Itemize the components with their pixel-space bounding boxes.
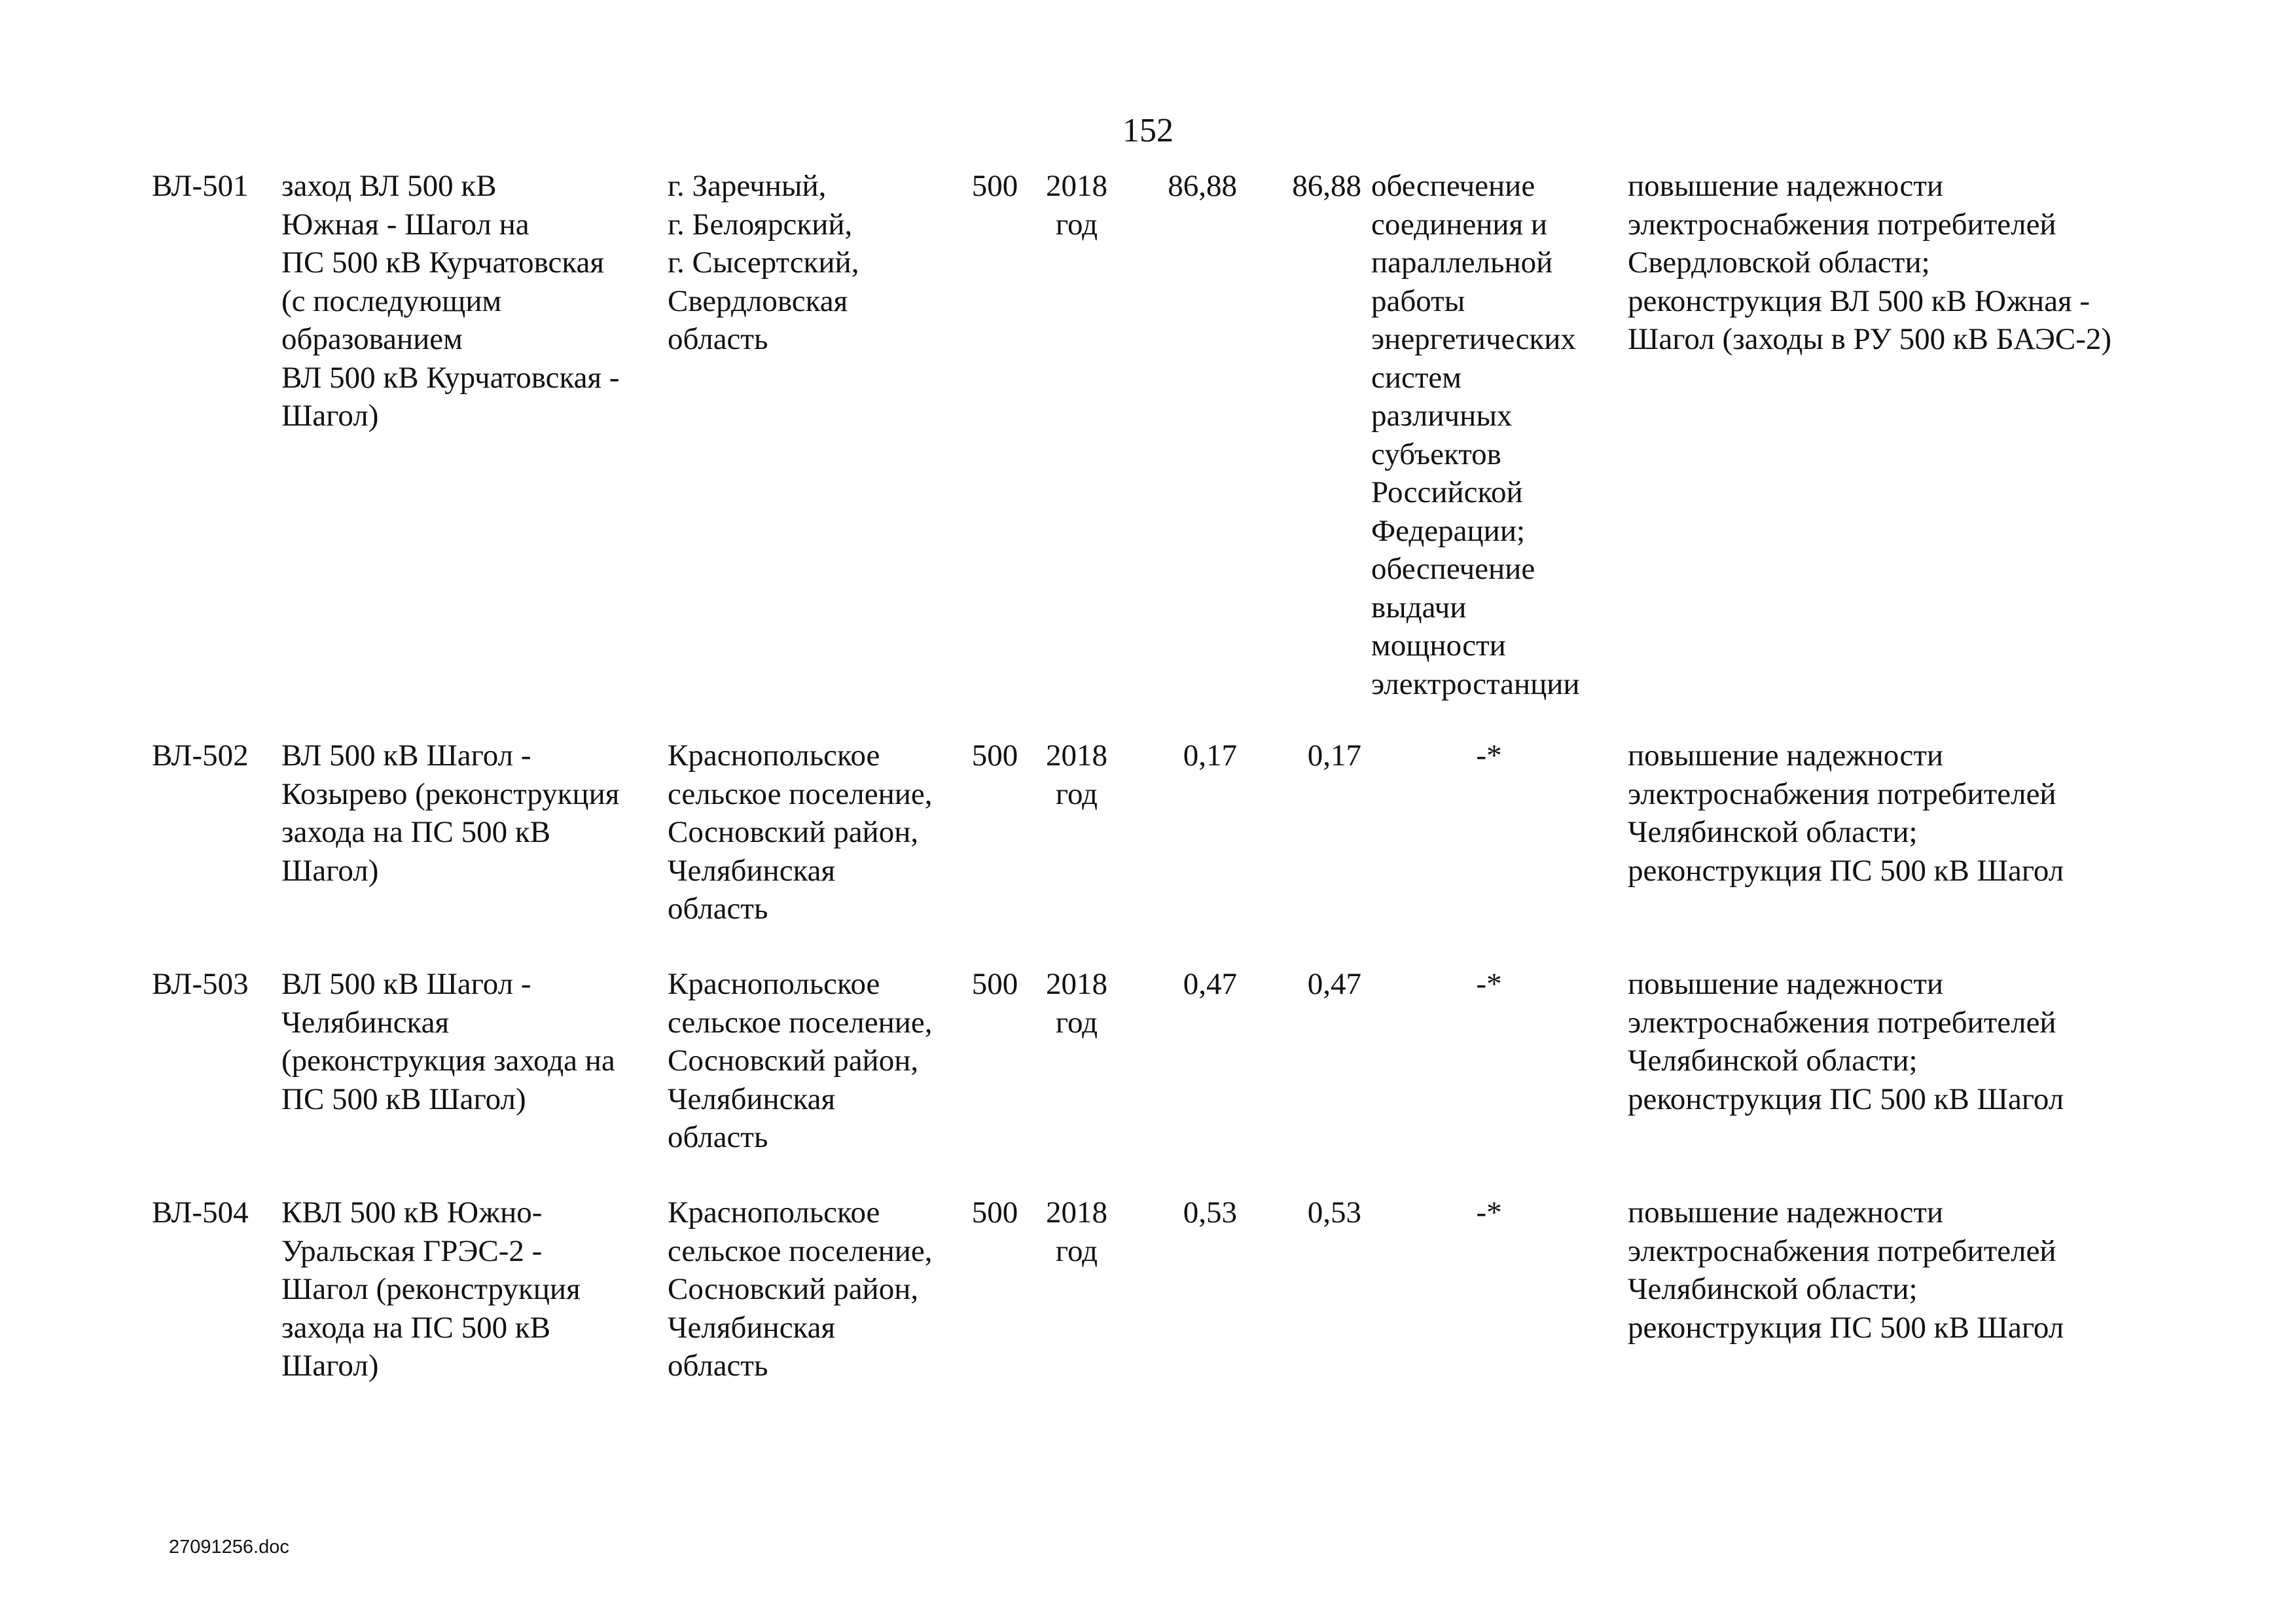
row-code: ВЛ-502	[152, 739, 249, 773]
row-voltage: 500	[971, 169, 1018, 203]
row-purpose: -*	[1476, 739, 1502, 773]
row-length-2: 0,53	[1307, 1195, 1361, 1230]
row-note: повышение надежности электроснабжения потребителей Челябинской области; реконструкция ПС 500 кВ Шагол	[1628, 1195, 2064, 1345]
row-note: повышение надежности электроснабжения потребителей Свердловской области; реконструкция ВЛ 500 кВ Южная - Шагол (заходы в РУ 500 кВ БАЭС-2)	[1628, 169, 2112, 356]
row-purpose: -*	[1476, 1195, 1502, 1230]
page-number: 152	[1122, 112, 1174, 149]
row-name: ВЛ 500 кВ Шагол - Челябинская (реконструкция захода на ПС 500 кВ Шагол)	[281, 967, 615, 1116]
row-name: КВЛ 500 кВ Южно- Уральская ГРЭС-2 - Шагол (реконструкция захода на ПС 500 кВ Шагол)	[281, 1195, 581, 1383]
row-length-1: 0,53	[1183, 1195, 1237, 1230]
row-code: ВЛ-501	[152, 169, 249, 203]
row-code: ВЛ-504	[152, 1195, 249, 1230]
row-location: Краснопольское сельское поселение, Сосновский район, Челябинская область	[668, 967, 933, 1154]
row-purpose: -*	[1476, 967, 1502, 1001]
row-length-2: 86,88	[1292, 169, 1361, 203]
row-name: заход ВЛ 500 кВ Южная - Шагол на ПС 500 кВ Курчатовская (с последующим образованием ВЛ 500 кВ Курчатовская - Шагол)	[281, 169, 620, 433]
row-note: повышение надежности электроснабжения потребителей Челябинской области; реконструкция ПС 500 кВ Шагол	[1628, 739, 2064, 888]
row-length-2: 0,47	[1307, 967, 1361, 1001]
row-year: 2018 год	[1046, 169, 1107, 242]
row-purpose: обеспечение соединения и параллельной работы энергетических систем различных субъектов Российской Федерации; обеспечение выдачи мощности электростанции	[1371, 169, 1580, 701]
row-voltage: 500	[971, 739, 1018, 773]
row-length-2: 0,17	[1307, 739, 1361, 773]
file-name-footer: 27091256.doc	[169, 1537, 289, 1558]
row-voltage: 500	[971, 967, 1018, 1001]
row-location: Краснопольское сельское поселение, Сосновский район, Челябинская область	[668, 1195, 933, 1383]
row-year: 2018 год	[1046, 739, 1107, 811]
row-location: г. Заречный, г. Белоярский, г. Сысертский, Свердловская область	[668, 169, 859, 356]
row-length-1: 0,47	[1183, 967, 1237, 1001]
row-length-1: 86,88	[1168, 169, 1237, 203]
row-year: 2018 год	[1046, 1195, 1107, 1268]
row-year: 2018 год	[1046, 967, 1107, 1040]
row-code: ВЛ-503	[152, 967, 249, 1001]
row-voltage: 500	[971, 1195, 1018, 1230]
row-name: ВЛ 500 кВ Шагол - Козырево (реконструкция захода на ПС 500 кВ Шагол)	[281, 739, 620, 888]
row-location: Краснопольское сельское поселение, Сосновский район, Челябинская область	[668, 739, 933, 926]
row-note: повышение надежности электроснабжения потребителей Челябинской области; реконструкция ПС 500 кВ Шагол	[1628, 967, 2064, 1116]
row-length-1: 0,17	[1183, 739, 1237, 773]
